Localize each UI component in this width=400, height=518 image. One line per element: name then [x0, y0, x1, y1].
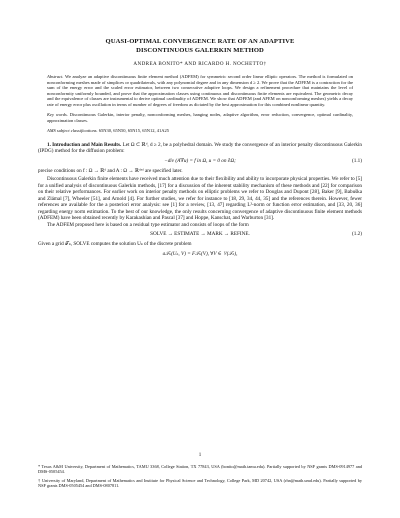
introduction-section — [38, 142, 362, 258]
abstract — [47, 74, 353, 107]
paper-page — [38, 38, 362, 261]
footnotes — [38, 464, 362, 488]
equation-discrete-body: a𝒯ₖ(Uₖ, V) = F𝒯ₖ(V), ∀V ∈ 𝕍(𝒯ₖ), — [162, 250, 238, 257]
equation-1-1 — [38, 158, 362, 165]
equation-1-2 — [38, 231, 362, 238]
equation-1-1-number: (1.1) — [352, 157, 362, 164]
intro-paragraph-3: Discontinuous Galerkin finite elements have received much attention due to their flexibility and ability to incorporate physical properties. We refer to [5] for a unified analysis of discontinuous Galerkin methods, [17] for a discussion of the inherent stability mechanism of these methods and [22] for comparison on their relative performances. For earlier work on interior penalty methods on elliptic problems we refer to Douglas and Dupont [28], Baker [9], Babuška and Zlámal [7], Wheeler [51], and Arnold [4]. For further studies, we refer for instance to [18, 29, 34, 44, 35] and the references therein. However, fewer references are available for the a posteriori error analysis: see [1] for a review, [13, 47] regarding L²-norm or function error estimation, and [33, 20, 36] regarding energy norm estimation. To the best of our knowledge, the only results concerning convergence of adaptive discontinuous finite element methods (ADFEM) have been obtained recently by Karakashian and Pascal [37] and Hoppe, Kanschat, and Warburton [31]. — [38, 176, 362, 222]
section-heading: 1. Introduction and Main Results. — [47, 141, 122, 148]
intro-text-1: Let Ω ⊂ ℝᵈ, d ≥ 2, be a polyhedral domain. We study the convergence of an interior penalty discontinuous Galerkin (IPDG) method for the diffusion problem: — [38, 141, 362, 155]
title-line-1: QUASI-OPTIMAL CONVERGENCE RATE OF AN ADAPTIVE — [105, 38, 295, 45]
equation-1-2-number: (1.2) — [352, 231, 362, 238]
page-number: 1 — [198, 453, 202, 458]
keywords-label: Key words. — [47, 112, 68, 118]
intro-paragraph-2: precise conditions on f : Ω → ℝᵈ and A : Ω → ℝᵈˣᵈ are specified later. — [38, 167, 183, 174]
equation-discrete — [38, 251, 362, 258]
authors: ANDREA BONITO* AND RICARDO H. NOCHETTO† — [133, 61, 267, 68]
abstract-text: We analyze an adaptive discontinuous finite element method (ADFEM) for symmetric second order linear elliptic operators. The method is formulated on nonconforming meshes made of simplices or quadrilaterals, with any polynomial degree and in any dimension d ≥ 2. We prove that the ADFEM is a contraction for the sum of the energy error and the scaled error estimator, between two consecutive adaptive loops. We design a refinement procedure that maintains the level of nonconformity uniformly bounded, and prove that the approximation classes using continuous and discontinuous finite elements are equivalent. The geometric decay and the equivalence of classes are instrumental to derive optimal cardinality of ADFEM. We show that ADFEM (and AFEM on nonconforming meshes) yields a decay rate of energy error plus oscillation in terms of number of degrees of freedom as dictated by the best approximation for this combined nonlinear quantity. — [47, 74, 354, 107]
intro-paragraph-5: Given a grid 𝒯ₖ, SOLVE computes the solution Uₖ of the discrete problem — [38, 241, 192, 248]
footnote-2: † University of Maryland, Department of Mathematics and Institute for Physical Science and Technology, College Park, MD 20742, USA (rhn@math.umd.edu). Partially supported by NSF grants DMS-0505454 and DMS-0807811. — [38, 477, 362, 488]
abstract-label: Abstract. — [47, 74, 64, 80]
intro-paragraph-1 — [38, 142, 362, 155]
keywords — [47, 112, 353, 123]
intro-paragraph-4: The ADFEM proposed here is based on a residual type estimator and consists of loops of the form — [47, 221, 249, 228]
ams-classifications — [47, 128, 353, 134]
footnote-1: * Texas A&M University, Department of Mathematics, TAMU 3368, College Station, TX 77843, USA (bonito@math.tamu.edu). Partially supported by NSF grants DMS-0914977 and DMS-0505454. — [38, 464, 362, 475]
ams-text: 65N30, 65N50, 65N15, 65N12, 41A25 — [98, 128, 169, 134]
equation-1-2-body: SOLVE → ESTIMATE → MARK → REFINE. — [150, 231, 250, 238]
paper-title — [38, 38, 362, 55]
title-line-2: DISCONTINUOUS GALERKIN METHOD — [136, 46, 264, 54]
keywords-text: Discontinuous Galerkin, interior penalty, nonconforming meshes, hanging nodes, adaptive algorithm, error reduction, convergence, optimal cardinality, approximation classes. — [47, 112, 354, 123]
ams-label: AMS subject classifications. — [47, 128, 98, 134]
equation-1-1-body: −div (A∇u) = f in Ω, u = 0 on ∂Ω; — [164, 157, 236, 164]
